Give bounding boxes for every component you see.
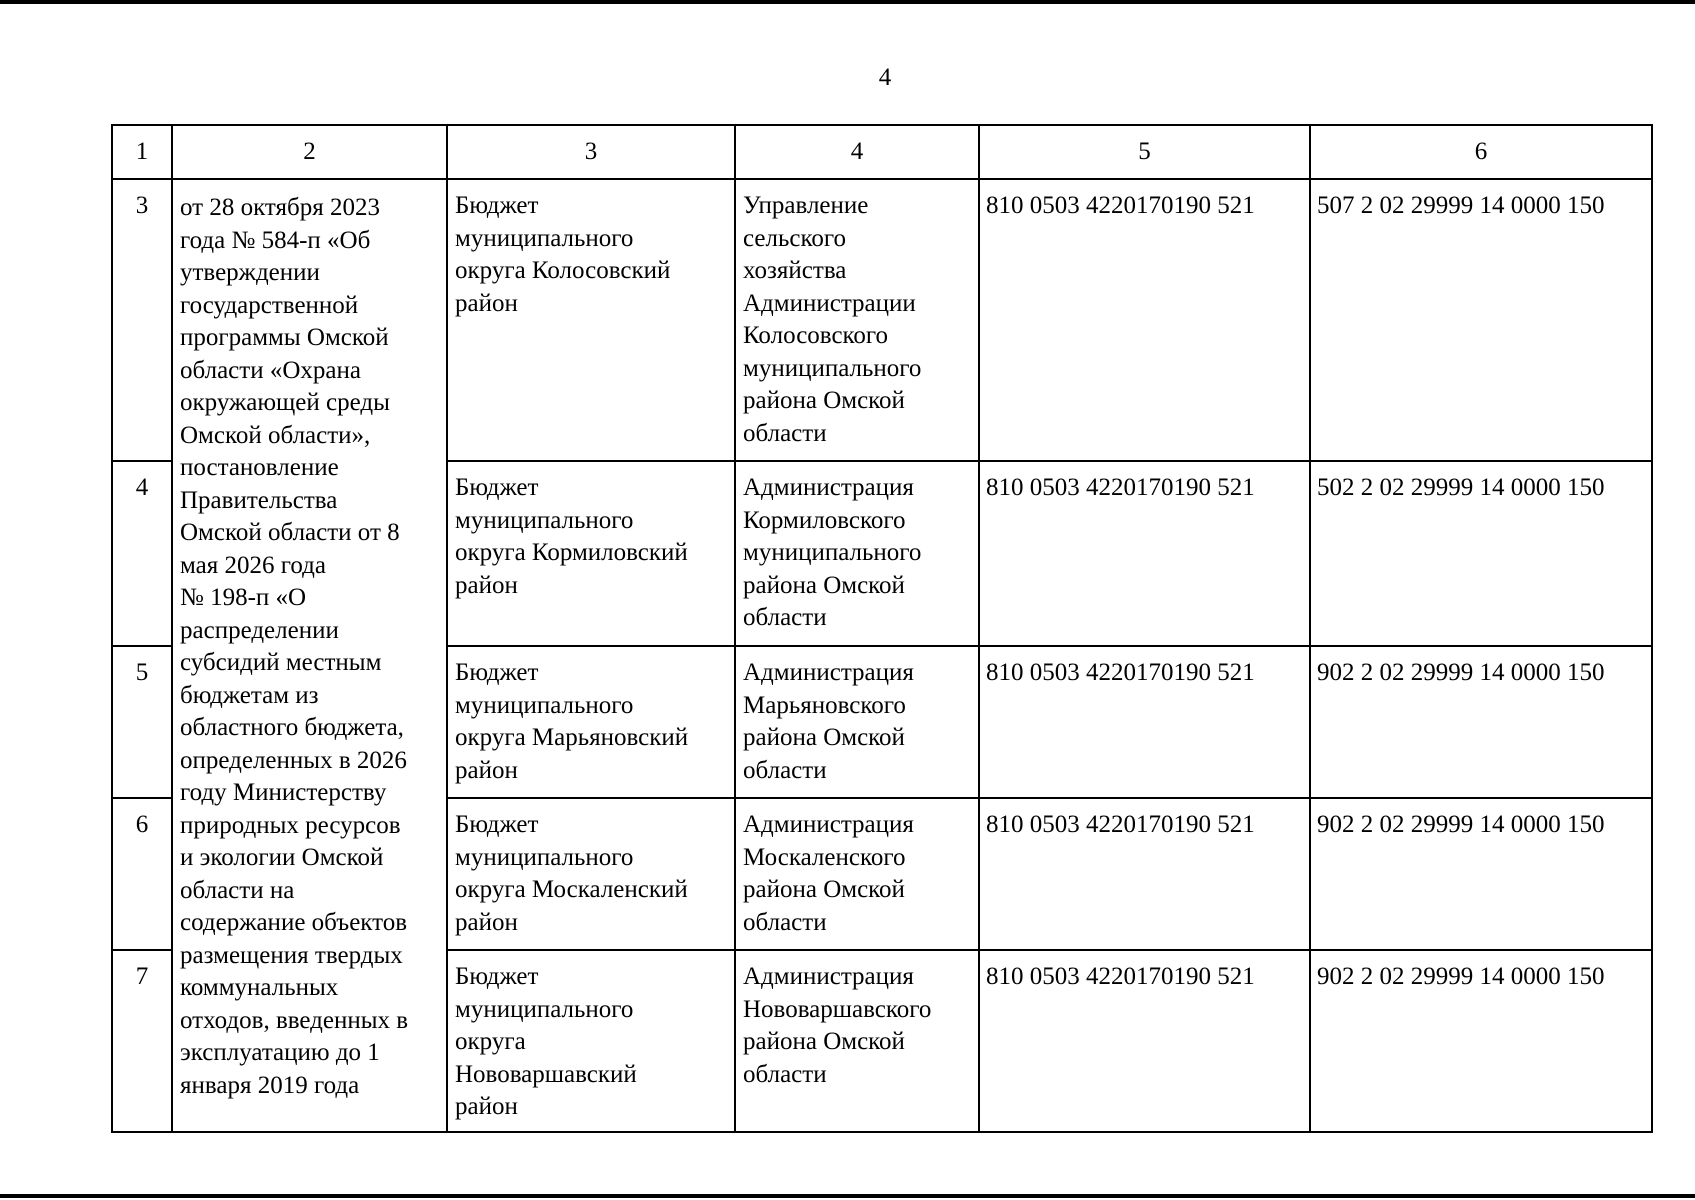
administrator-line: области	[743, 1060, 827, 1088]
administrator-line: района Омской	[743, 1028, 905, 1055]
column-header: 1	[112, 125, 172, 179]
expense-code-cell: 810 0503 4220170190 521	[979, 179, 1310, 461]
column-header: 5	[979, 125, 1310, 179]
basis-line: постановление	[180, 454, 339, 481]
column-header: 3	[447, 125, 735, 179]
administrator-line: района Омской	[743, 387, 905, 414]
revenue-code-cell: 502 2 02 29999 14 0000 150	[1310, 461, 1652, 646]
administrator-line: Администрация	[743, 474, 914, 501]
basis-line: окружающей среды	[180, 389, 390, 416]
column-header: 6	[1310, 125, 1652, 179]
basis-line: областного бюджета,	[180, 714, 404, 741]
administrator-cell	[735, 179, 979, 461]
budget-line: округа Москаленский	[455, 876, 688, 903]
budget-line: Бюджет	[455, 474, 539, 501]
revenue-code-cell: 902 2 02 29999 14 0000 150	[1310, 646, 1652, 798]
basis-line: содержание объектов	[180, 909, 408, 936]
basis-line: эксплуатацию до 1	[180, 1039, 380, 1066]
row-number: 5	[112, 646, 172, 798]
budget-line: Нововаршавский	[455, 1060, 637, 1088]
budget-cell	[447, 461, 735, 646]
budget-line: Бюджет	[455, 811, 539, 838]
basis-line: бюджетам из	[180, 681, 319, 709]
budget-cell	[447, 798, 735, 950]
expense-code-cell: 810 0503 4220170190 521	[979, 798, 1310, 950]
budget-line: муниципального	[455, 995, 634, 1023]
budget-line: район	[455, 756, 518, 784]
budget-cell	[447, 950, 735, 1132]
administrator-line: Администрация	[743, 811, 914, 838]
basis-line: году Министерству	[180, 779, 387, 806]
budget-line: муниципального	[455, 843, 634, 871]
budget-line: округа	[455, 1028, 526, 1055]
row-number: 3	[112, 179, 172, 461]
basis-line: мая 2026 года	[180, 551, 326, 579]
basis-line: субсидий местным	[180, 649, 382, 676]
budget-line: округа Кормиловский	[455, 539, 688, 566]
basis-line: Омской области»,	[180, 421, 371, 449]
administrator-line: Нововаршавского	[743, 995, 932, 1023]
budget-line: район	[455, 908, 518, 936]
administrator-line: Колосовского	[743, 322, 889, 349]
administrator-line: района Омской	[743, 876, 905, 903]
budget-line: район	[455, 571, 518, 599]
expense-code-cell: 810 0503 4220170190 521	[979, 461, 1310, 646]
administrator-cell	[735, 646, 979, 798]
budget-line: округа Марьяновский	[455, 724, 689, 751]
administrator-line: Управление	[743, 192, 869, 219]
budget-line: Бюджет	[455, 192, 539, 219]
administrator-cell	[735, 798, 979, 950]
administrator-line: области	[743, 756, 827, 784]
administrator-line: Администрации	[743, 289, 916, 317]
budget-line: муниципального	[455, 224, 634, 252]
budget-cell	[447, 646, 735, 798]
basis-line: года № 584-п «Об	[180, 226, 371, 254]
basis-line: утверждении	[180, 259, 320, 286]
basis-line: от 28 октября 2023	[180, 194, 380, 221]
administrator-line: Москаленского	[743, 843, 906, 871]
basis-line: и экологии Омской	[180, 844, 384, 871]
administrator-line: Администрация	[743, 963, 914, 990]
basis-line: распределении	[180, 616, 339, 644]
table-row	[112, 179, 1652, 461]
basis-line: программы Омской	[180, 324, 389, 351]
revenue-code-cell: 902 2 02 29999 14 0000 150	[1310, 950, 1652, 1132]
row-number: 4	[112, 461, 172, 646]
budget-line: район	[455, 289, 518, 317]
top-border-line	[0, 0, 1695, 4]
legal-basis-cell	[172, 179, 447, 1132]
basis-line: области на	[180, 876, 295, 904]
administrator-line: муниципального	[743, 354, 922, 382]
column-header: 4	[735, 125, 979, 179]
administrator-line: области	[743, 908, 827, 936]
column-header: 2	[172, 125, 447, 179]
basis-line: отходов, введенных в	[180, 1006, 409, 1034]
basis-line: определенных в 2026	[180, 746, 407, 774]
budget-line: муниципального	[455, 691, 634, 719]
revenue-code-cell: 507 2 02 29999 14 0000 150	[1310, 179, 1652, 461]
basis-line: января 2019 года	[180, 1071, 360, 1099]
administrator-line: Марьяновского	[743, 691, 906, 719]
budget-line: район	[455, 1093, 518, 1120]
administrator-line: хозяйства	[743, 257, 847, 284]
expense-code-cell: 810 0503 4220170190 521	[979, 646, 1310, 798]
administrator-line: муниципального	[743, 539, 922, 566]
budget-line: муниципального	[455, 506, 634, 534]
administrator-line: Кормиловского	[743, 506, 906, 534]
basis-line: природных ресурсов	[180, 811, 401, 839]
expense-code-cell: 810 0503 4220170190 521	[979, 950, 1310, 1132]
administrator-line: района Омской	[743, 724, 905, 751]
budget-line: Бюджет	[455, 963, 539, 990]
basis-line: № 198-п «О	[180, 584, 307, 611]
budget-cell	[447, 179, 735, 461]
administrator-line: Администрация	[743, 659, 914, 686]
allocation-table	[111, 124, 1653, 1133]
bottom-border-line	[0, 1194, 1695, 1198]
revenue-code-cell: 902 2 02 29999 14 0000 150	[1310, 798, 1652, 950]
row-number: 6	[112, 798, 172, 950]
table-header-row	[112, 125, 1652, 179]
administrator-cell	[735, 461, 979, 646]
basis-line: области «Охрана	[180, 356, 361, 384]
row-number: 7	[112, 950, 172, 1132]
basis-line: Правительства	[180, 486, 338, 514]
administrator-cell	[735, 950, 979, 1132]
basis-line: коммунальных	[180, 974, 339, 1001]
basis-line: размещения твердых	[180, 941, 403, 969]
administrator-line: района Омской	[743, 571, 905, 599]
page-number: 4	[878, 64, 892, 91]
administrator-line: области	[743, 419, 827, 447]
basis-line: Омской области от 8	[180, 519, 400, 546]
budget-line: округа Колосовский	[455, 257, 671, 284]
budget-line: Бюджет	[455, 659, 539, 686]
administrator-line: сельского	[743, 224, 846, 252]
basis-line: государственной	[180, 291, 359, 319]
administrator-line: области	[743, 604, 827, 631]
